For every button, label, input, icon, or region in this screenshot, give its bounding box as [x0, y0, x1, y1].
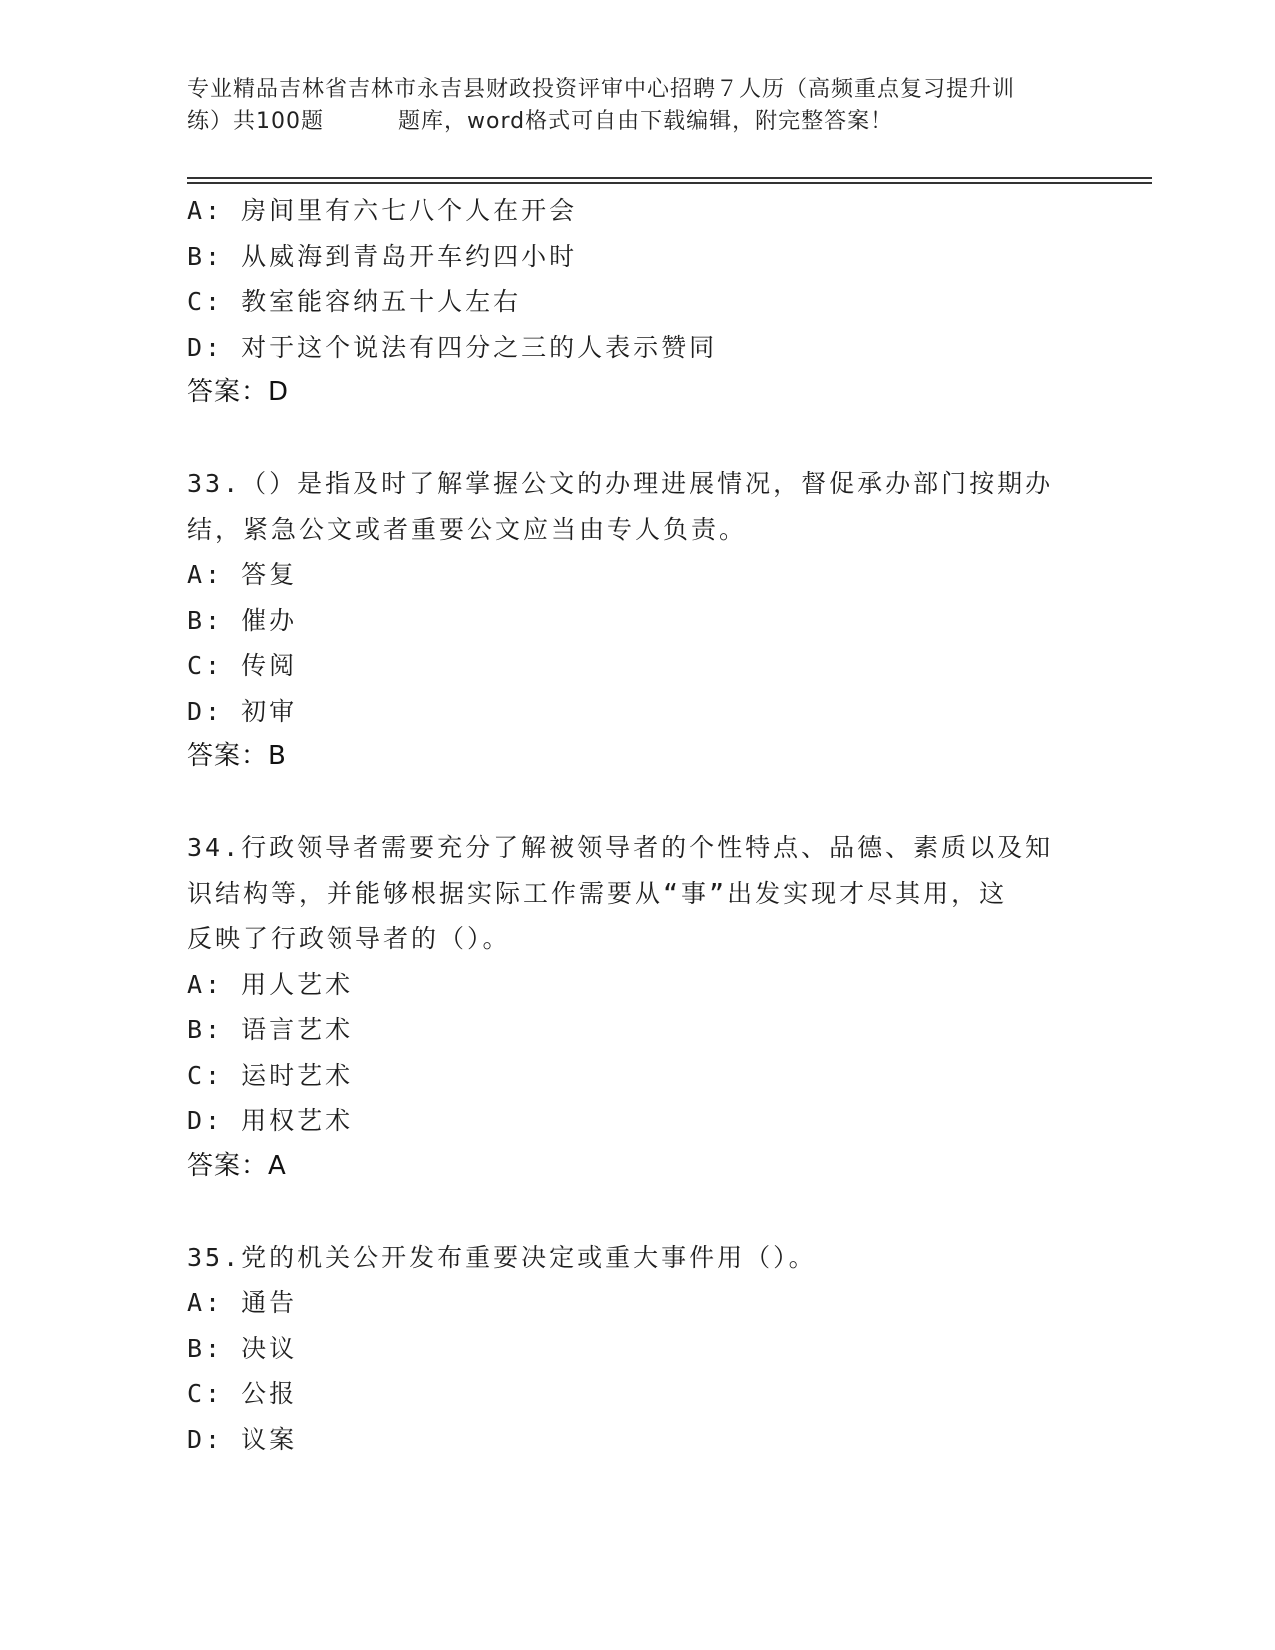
option-b: B: 催办 [187, 605, 298, 635]
option-d: D: 议案 [187, 1424, 298, 1454]
option-a: A: 通告 [187, 1288, 298, 1317]
header-divider-top [187, 177, 1152, 179]
spacer [187, 780, 1087, 826]
question-text-line: 35.党的机关公开发布重要决定或重大事件用（）。 [187, 1242, 817, 1272]
question-text-line: 结，紧急公文或者重要公文应当由专人负责。 [187, 514, 748, 544]
option-c: C: 运时艺术 [187, 1060, 354, 1090]
answer: 答案：A [187, 1150, 287, 1181]
question-text [187, 825, 1067, 962]
option-a: A: 用人艺术 [187, 969, 354, 999]
question-text-line: 34.行政领导者需要充分了解被领导者的个性特点、品德、素质以及知 [187, 833, 1054, 862]
option-a: A: 房间里有六七八个人在开会 [187, 196, 578, 225]
option-b: B: 决议 [187, 1333, 298, 1363]
question-text-line: 识结构等，并能够根据实际工作需要从“事”出发实现才尽其用，这 [187, 878, 1008, 908]
question-32 [187, 188, 1087, 416]
option-c: C: 传阅 [187, 651, 298, 680]
question-34 [187, 825, 1087, 1189]
option-c: C: 公报 [187, 1379, 298, 1408]
header-divider-bottom [187, 182, 1152, 184]
option-a: A: 答复 [187, 560, 298, 589]
document-header [187, 74, 1087, 138]
question-33 [187, 461, 1087, 780]
option-b: B: 从威海到青岛开车约四小时 [187, 241, 578, 271]
question-list [187, 188, 1087, 1462]
header-line-2-part-a: 练）共100题 [187, 109, 324, 134]
question-text-line: 反映了行政领导者的（）。 [187, 924, 511, 953]
question-35 [187, 1235, 1087, 1463]
option-d: D: 初审 [187, 696, 298, 726]
question-text [187, 461, 1067, 552]
option-b: B: 语言艺术 [187, 1015, 354, 1044]
header-line-1: 专业精品吉林省吉林市永吉县财政投资评审中心招聘７人历（高频重点复习提升训 [187, 77, 1016, 102]
spacer [187, 416, 1087, 462]
option-d: D: 用权艺术 [187, 1106, 354, 1135]
answer: 答案：D [187, 377, 290, 407]
answer: 答案：B [187, 741, 287, 771]
header-line-2-part-b: 题库，word格式可自由下载编辑，附完整答案！ [398, 109, 894, 134]
spacer [187, 1189, 1087, 1235]
option-c: C: 教室能容纳五十人左右 [187, 287, 522, 316]
question-text [187, 1235, 1067, 1281]
option-d: D: 对于这个说法有四分之三的人表示赞同 [187, 332, 718, 362]
question-text-line: 33.（）是指及时了解掌握公文的办理进展情况，督促承办部门按期办 [187, 469, 1054, 498]
header-line-2 [187, 106, 1087, 138]
